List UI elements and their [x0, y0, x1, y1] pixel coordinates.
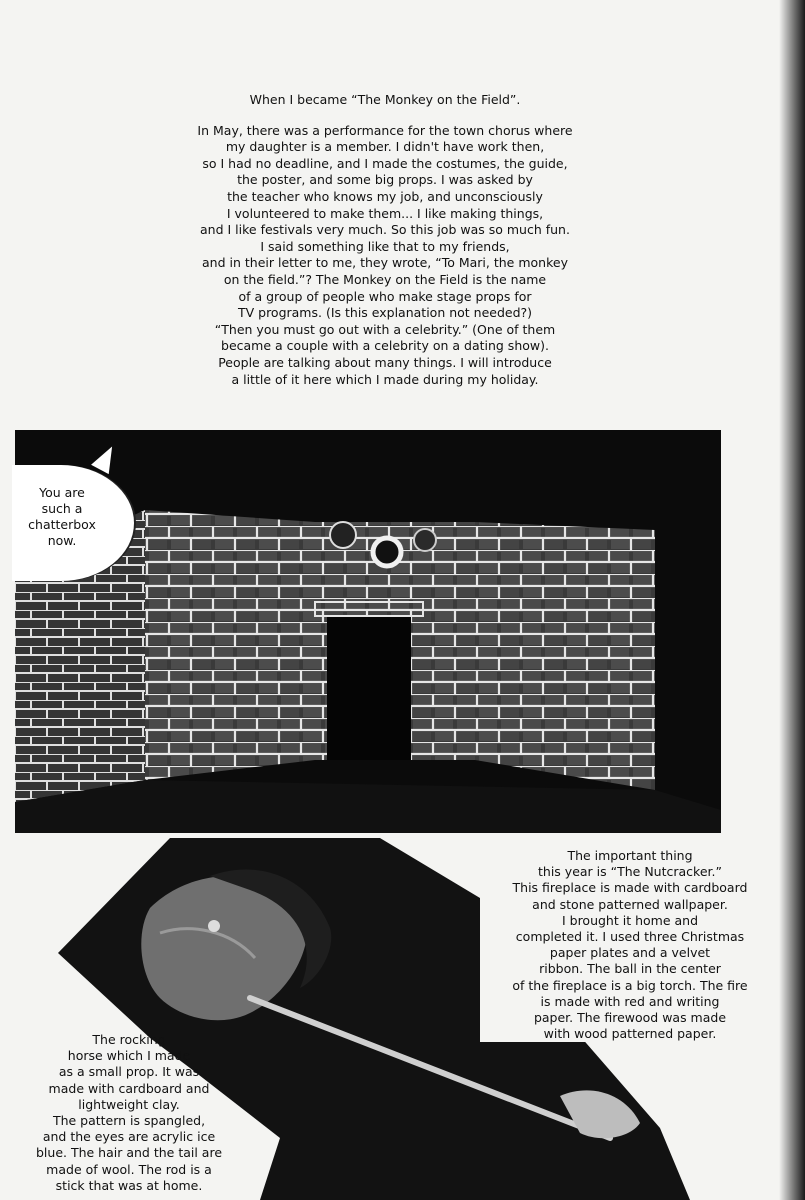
- fireplace-caption: The important thing this year is “The Nutcracker.” This fireplace is made with cardboard and stone patterned wallpaper. I brought it home and completed it. I used three Christmas paper plates and a velvet ribbon. The ball in the center of the fireplace is a big torch. The fire is made with red and writing paper. The firewood was made with wood patterned paper.: [480, 848, 780, 1042]
- intro-body: In May, there was a performance for the town chorus where my daughter is a member. I didn't have work then, so I had no deadline, and I made the costumes, the guide, the poster, and some big props. I was asked by the teacher who knows my job, and unconsciously I volunteered to make them... I like making things, and I like festivals very much. So this job was so much fun. I said something like that to my friends, and in their letter to me, they wrote, “To Mari, the monkey on the field.”? The Monkey on the Field is the name of a group of people who make stage props for TV programs. (Is this explanation not needed?) “Then you must go out with a celebrity.” (One of them became a couple with a celebrity on a dating show). People are talking about many things. I will introduce a little of it here which I made during my holiday.: [197, 122, 573, 387]
- plate-ornament: [414, 529, 436, 551]
- plate-ornament: [330, 522, 356, 548]
- center-left-wall: [145, 510, 315, 780]
- plate-ornament: [373, 538, 401, 566]
- intro-text-block: [150, 92, 620, 388]
- rocking-horse-caption: The rocking horse which I made as a small prop. It was made with cardboard and lightweight clay. The pattern is spangled, and the eyes are acrylic ice blue. The hair and the tail are made of wool. The rod is a stick that was at home.: [35, 1032, 223, 1193]
- speech-bubble-text: You are such a chatterbox now.: [28, 485, 96, 548]
- page-binding-shadow: [779, 0, 805, 1200]
- right-wall: [475, 522, 655, 790]
- fireplace-opening: [327, 616, 411, 760]
- intro-title: When I became “The Monkey on the Field”.: [249, 92, 521, 107]
